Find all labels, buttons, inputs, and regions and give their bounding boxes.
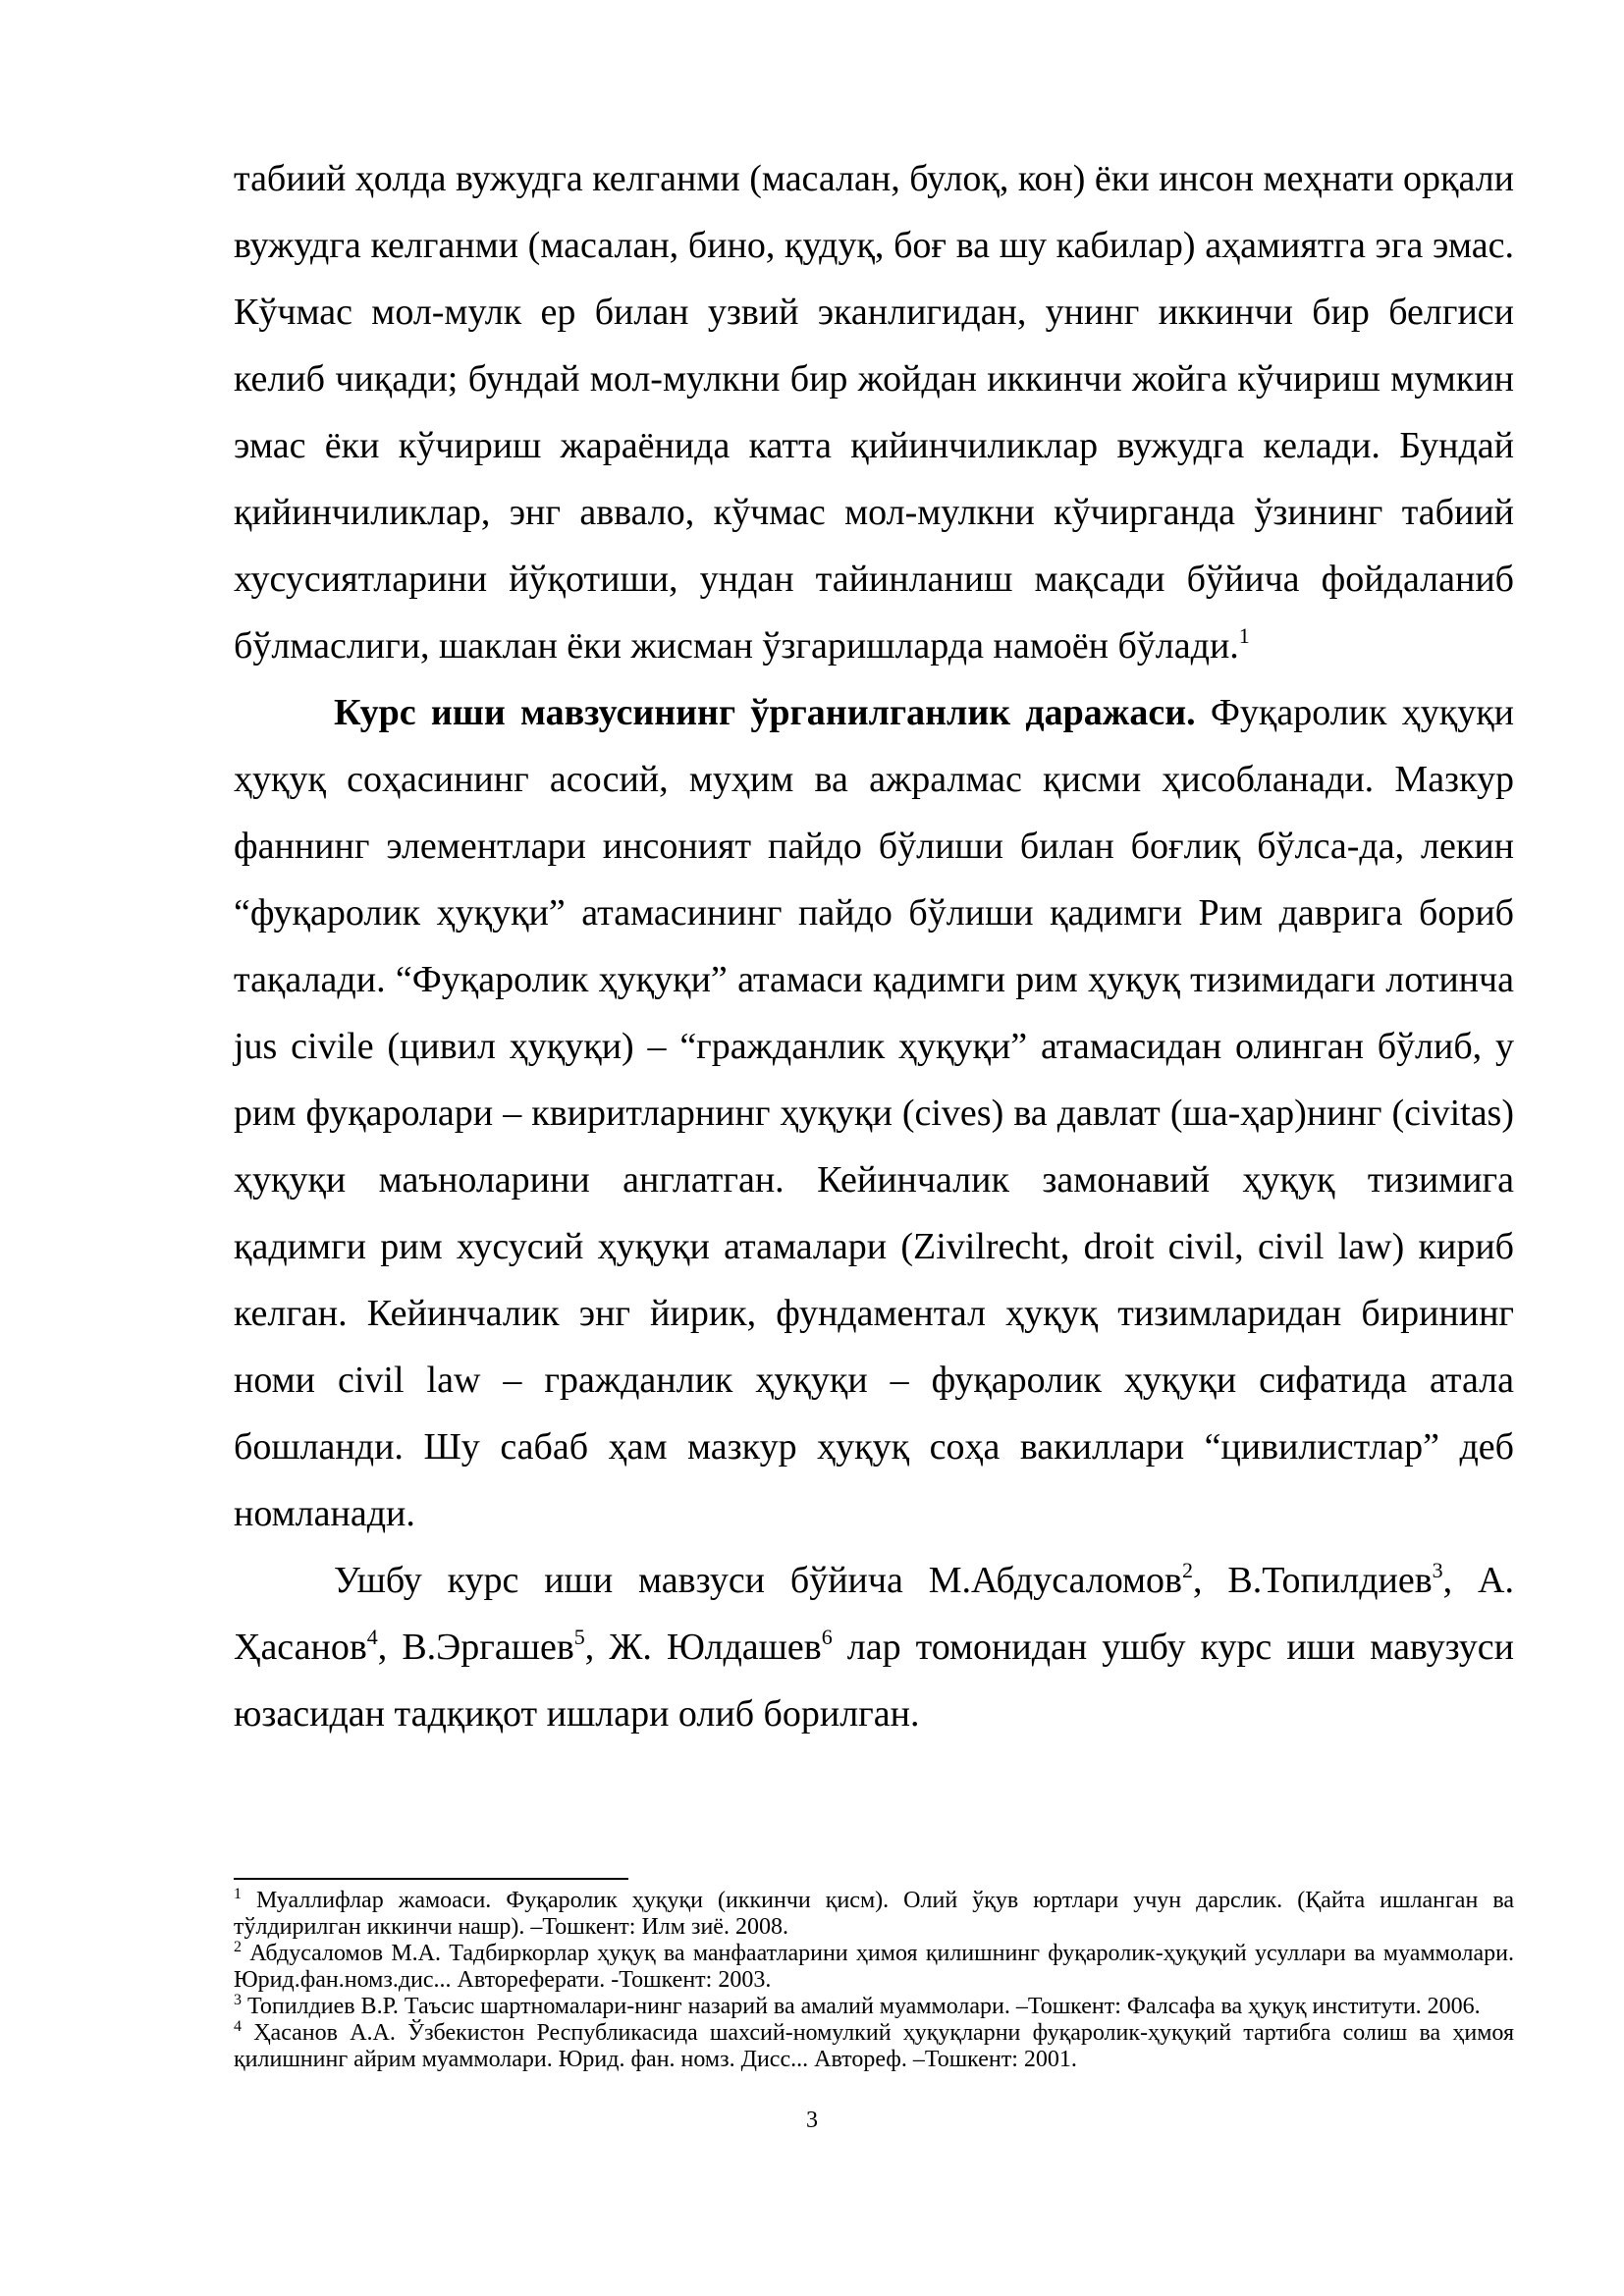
footnote-1 xyxy=(234,1888,1514,1941)
footnote-text: Ҳасанов А.А. Ўзбекистон Республикасида шахсий-номулкий ҳуқуқларни фуқаролик-ҳуқуқий тартибга солиш ва ҳимоя қилишнинг айрим муаммолари. Юрид. фан. номз. Дисс... Автореф. –Тошкент: 2001. xyxy=(234,2020,1514,2072)
body-text xyxy=(234,145,1514,1747)
paragraph-text: , В.Топилдиев xyxy=(1193,1560,1433,1601)
footnote-number: 1 xyxy=(234,1886,242,1902)
footnote-2 xyxy=(234,1941,1514,1994)
paragraph-text: , Ж. Юлдашев xyxy=(584,1627,822,1668)
footnote-ref: 1 xyxy=(1238,623,1250,648)
footnote-text: Абдусаломов М.А. Тадбиркорлар ҳуқуқ ва манфаатларини ҳимоя қилишнинг фуқаролик-ҳуқуқий усуллари ва муаммолари. Юрид.фан.номз.дис... Автореферати. -Тошкент: 2003. xyxy=(234,1941,1514,1993)
paragraph-text: , А. Ҳасанов xyxy=(234,1560,1514,1668)
footnote-separator xyxy=(234,1878,628,1880)
footnote-number: 2 xyxy=(234,1939,242,1955)
paragraph-text: Фуқаролик ҳуқуқи ҳуқуқ соҳасининг асосий, муҳим ва ажралмас қисми ҳисобланади. Мазкур фаннинг элементлари инсоният пайдо бўлиши билан боғлиқ бўлса-да, лекин “фуқаролик ҳуқуқи” атамасининг пайдо бўлиши қадимги Рим даврига бориб тақалади. “Фуқаролик ҳуқуқи” атамаси қадимги рим ҳуқуқ тизимидаги лотинча jus civile (цивил ҳуқуқи) – “гражданлик ҳуқуқи” атамасидан олинган бўлиб, у рим фуқаролари – квиритларнинг ҳуқуқи (cives) ва давлат (ша-ҳар)нинг (civitas) ҳуқуқи маъноларини англатган. Кейинчалик замонавий ҳуқуқ тизимига қадимги рим хусусий ҳуқуқи атамалари (Zivilrecht, droit civil, civil law) кириб келган. Кейинчалик энг йирик, фундаментал ҳуқуқ тизимларидан бирининг номи civil law – гражданлик ҳуқуқи – фуқаролик ҳуқуқи сифатида атала бошланди. Шу сабаб ҳам мазкур ҳуқуқ соҳа вакиллари “цивилистлар” деб номланади. xyxy=(234,692,1514,1534)
paragraph-text: табиий ҳолда вужудга келганми (масалан, булоқ, кон) ёки инсон меҳнати орқали вужудга келганми (масалан, бино, қудуқ, боғ ва шу кабилар) аҳамиятга эга эмас. Кўчмас мол-мулк ер билан узвий эканлигидан, унинг иккинчи бир белгиси келиб чиқади; бундай мол-мулкни бир жойдан иккинчи жойга кўчириш мумкин эмас ёки кўчириш жараёнида катта қийинчиликлар вужудга келади. Бундай қийинчиликлар, энг аввало, кўчмас мол-мулкни кўчирганда ўзининг табиий хусусиятларини йўқотиши, ундан тайинланиш мақсади бўйича фойдаланиб бўлмаслиги, шаклан ёки жисман ўзгаришларда намоён бўлади. xyxy=(234,158,1514,667)
footnote-ref: 4 xyxy=(366,1625,378,1649)
footnote-number: 4 xyxy=(234,2018,242,2035)
paragraph-researchers xyxy=(234,1547,1514,1747)
footnote-4 xyxy=(234,2020,1514,2073)
section-heading: Курс иши мавзусининг ўрганилганлик даражаси. xyxy=(334,692,1196,733)
footnote-ref: 2 xyxy=(1182,1558,1193,1582)
footnote-ref: 6 xyxy=(821,1625,833,1649)
footnote-ref: 5 xyxy=(573,1625,585,1649)
footnote-text: Муаллифлар жамоаси. Фуқаролик ҳуқуқи (иккинчи қисм). Олий ўқув юртлари учун дарслик. (Қайта ишланган ва тўлдирилган иккинчи нашр). –Тошкент: Илм зиё. 2008. xyxy=(234,1888,1514,1940)
footnote-3 xyxy=(234,1994,1514,2020)
paragraph-text: , В.Эргашев xyxy=(377,1627,574,1668)
footnote-ref: 3 xyxy=(1432,1558,1443,1582)
paragraph-property-features xyxy=(234,145,1514,679)
paragraph-text: лар томонидан ушбу курс иши мавузуси юзасидан тадқиқот ишлари олиб борилган. xyxy=(234,1627,1514,1735)
footnote-text: Топилдиев В.Р. Таъсис шартномалари-нинг назарий ва амалий муаммолари. –Тошкент: Фалсафа ва ҳуқуқ институти. 2006. xyxy=(242,1994,1481,2019)
paragraph-text: Ушбу курс иши мавзуси бўйича М.Абдусаломов xyxy=(334,1560,1182,1601)
page-number: 3 xyxy=(806,2108,818,2133)
footnotes xyxy=(234,1888,1514,2073)
paragraph-study-degree xyxy=(234,679,1514,1547)
footnote-number: 3 xyxy=(234,1992,242,2008)
